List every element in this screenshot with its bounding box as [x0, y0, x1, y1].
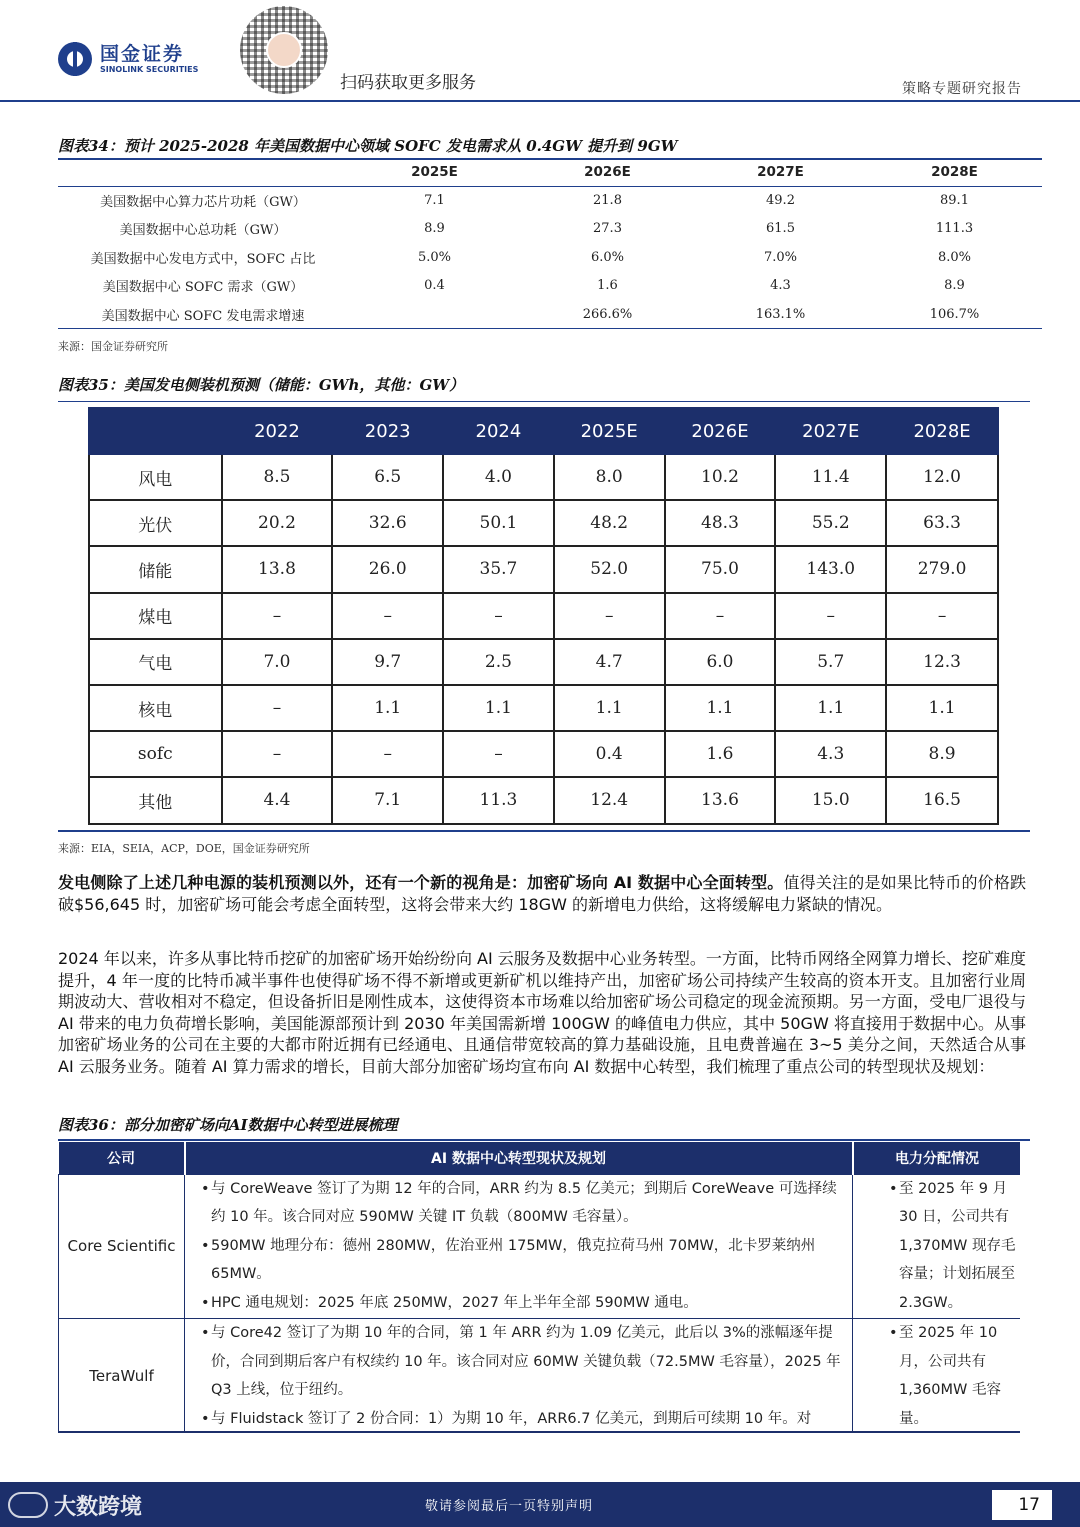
column-header: AI 数据中心转型现状及规划: [185, 1142, 853, 1174]
fig36-table-clip: [58, 1142, 1020, 1432]
column-header: 2026E: [584, 163, 631, 180]
table-cell: 52.0: [554, 546, 665, 592]
table-cell: 0.4: [554, 731, 665, 777]
table-cell: 32.6: [332, 500, 443, 546]
table-cell: 20.2: [222, 500, 333, 546]
table-row: [58, 215, 1042, 244]
table-cell: 11.3: [443, 777, 554, 823]
table-cell: 49.2: [766, 193, 795, 208]
table-cell: 4.7: [554, 639, 665, 685]
table-cell: 7.0%: [763, 249, 798, 265]
table-row: [89, 777, 998, 823]
page-number: 17: [992, 1490, 1052, 1520]
column-header: 电力分配情况: [853, 1142, 1021, 1174]
table-cell: 9.7: [332, 639, 443, 685]
fig35-source: 来源：EIA，SEIA，ACP，DOE，国金证券研究所: [58, 842, 310, 855]
power-cell: [853, 1174, 1021, 1318]
column-header: 公司: [59, 1142, 185, 1174]
table-cell: 55.2: [775, 500, 886, 546]
table-cell: 279.0: [886, 546, 998, 592]
table-cell: 1.6: [665, 731, 776, 777]
column-header: 2027E: [757, 163, 804, 180]
table-row: [89, 454, 998, 500]
table-header-row: [89, 408, 998, 454]
paragraph-1-body: 值得关注的是如果比特币的价格跌破$56,645 时，加密矿场可能会考虑全面转型，这将会带来大约 18GW 的新增电力供给，这将缓解电力紧缺的情况。: [58, 873, 1026, 914]
table-cell: –: [554, 593, 665, 639]
table-cell: 8.0: [554, 454, 665, 500]
table-cell: 1.1: [886, 685, 998, 731]
power-bullet: • 至 2025 年 10 月，公司共有 1,360MW 毛容量。: [877, 1319, 1016, 1432]
table-row: [89, 731, 998, 777]
table-row: [58, 272, 1042, 301]
table-cell: –: [775, 593, 886, 639]
table-cell: 7.1: [424, 193, 445, 208]
logo-en: SINOLINK SECURITIES: [100, 65, 199, 74]
table-cell: 50.1: [443, 500, 554, 546]
column-header: 2024: [443, 408, 554, 454]
table-cell: 4.4: [222, 777, 333, 823]
table-cell: 4.0: [443, 454, 554, 500]
table-cell: 11.4: [775, 454, 886, 500]
plan-bullet: • 与 CoreWeave 签订了为期 12 年的合同，ARR 约为 8.5 亿美元；到期后 CoreWeave 可选择续约 10 年。该合同对应 590MW 关键 IT 负载（800MW 毛容量）。: [189, 1175, 848, 1232]
table-cell: –: [332, 593, 443, 639]
company-name: Core Scientific: [59, 1174, 185, 1318]
column-header: 2025E: [554, 408, 665, 454]
table-cell: [348, 300, 521, 329]
row-label: 气电: [89, 639, 222, 685]
column-header: [89, 408, 222, 454]
table-cell: 106.7%: [929, 306, 980, 322]
watermark-text: 大数跨境: [54, 1495, 143, 1520]
table-cell: 6.0%: [590, 249, 625, 265]
company-name: TeraWulf: [59, 1318, 185, 1432]
table-cell: 6.0: [665, 639, 776, 685]
row-label: 美国数据中心 SOFC 发电需求增速: [101, 308, 305, 324]
table-cell: 35.7: [443, 546, 554, 592]
table-cell: 26.0: [332, 546, 443, 592]
plan-bullet: • HPC 通电规划：2025 年底 250MW，2027 年上半年全部 590MW 通电。: [189, 1289, 848, 1318]
row-label: 美国数据中心发电方式中，SOFC 占比: [90, 251, 316, 267]
fig35-table: [88, 407, 999, 825]
table-cell: 12.4: [554, 777, 665, 823]
table-cell: 163.1%: [755, 306, 806, 322]
table-row: [59, 1174, 1021, 1318]
table-cell: 10.2: [665, 454, 776, 500]
table-cell: 1.1: [775, 685, 886, 731]
fig34-title: 图表34：预计 2025-2028 年美国数据中心领域 SOFC 发电需求从 0.4GW 提升到 9GW: [58, 137, 678, 155]
table-cell: 75.0: [665, 546, 776, 592]
table-row: [89, 546, 998, 592]
fig34-source: 来源：国金证券研究所: [58, 340, 168, 353]
table-cell: 13.8: [222, 546, 333, 592]
power-cell: [853, 1318, 1021, 1432]
fig36-bottom-rule: [58, 1431, 1020, 1433]
table-row: [58, 300, 1042, 329]
row-label: 美国数据中心总功耗（GW）: [119, 223, 287, 239]
table-cell: 4.3: [770, 278, 791, 294]
paragraph-1: [58, 872, 1026, 915]
header-divider: [0, 100, 1080, 102]
fig35-top-rule: [58, 401, 1030, 402]
table-cell: 27.3: [593, 221, 622, 237]
table-cell: 12.3: [886, 639, 998, 685]
table-cell: 266.6%: [582, 306, 633, 322]
paragraph-2: 2024 年以来，许多从事比特币挖矿的加密矿场开始纷纷向 AI 云服务及数据中心业务转型。一方面，比特币网络全网算力增长、挖矿难度提升，4 年一度的比特币减半事件也使得矿场不得不新增或更新矿机以维持产出，加密矿场公司持续产生较高的资本开支。且加密行业周期波动大、营收相对不稳定，但设备折旧是刚性成本，这使得资本市场难以给加密矿场公司稳定的现金流预期。另一方面，受电厂退役与 AI 带来的电力负荷增长影响，美国能源部预计到 2030 年美国需新增 100GW 的峰值电力供应，其中 50GW 将直接用于数据中心。从事加密矿场业务的公司在主要的大都市附近拥有已经通电、且通信带宽较高的算力基础设施，且电费普遍在 3~5 美分之间，天然适合从事 AI 云服务业务。随着 AI 算力需求的增长，目前大部分加密矿场均宣布向 AI 数据中心转型，我们梳理了重点公司的转型现状及规划：: [58, 949, 1026, 1076]
table-cell: –: [222, 685, 333, 731]
table-cell: 63.3: [886, 500, 998, 546]
table-cell: 143.0: [775, 546, 886, 592]
table-cell: –: [332, 731, 443, 777]
table-row: [89, 685, 998, 731]
plan-cell: [185, 1174, 853, 1318]
table-cell: 4.3: [775, 731, 886, 777]
table-cell: 1.1: [554, 685, 665, 731]
page-header: [0, 0, 1080, 102]
table-cell: 12.0: [886, 454, 998, 500]
table-cell: 0.4: [424, 278, 445, 294]
disclaimer-note: 敬请参阅最后一页特别声明: [425, 1499, 594, 1514]
column-header: 2027E: [775, 408, 886, 454]
fig35-bottom-rule: [58, 830, 1030, 832]
report-type: 策略专题研究报告: [902, 81, 1022, 97]
column-header: 2025E: [411, 163, 458, 180]
table-row: [89, 500, 998, 546]
column-header: 2026E: [665, 408, 776, 454]
table-cell: 7.1: [332, 777, 443, 823]
power-bullet: • 至 2025 年 9 月 30 日，公司共有 1,370MW 现存毛容量；计划拓展至 2.3GW。: [877, 1175, 1016, 1318]
table-cell: 6.5: [332, 454, 443, 500]
sinolink-logo: [58, 42, 198, 76]
fig35-title: 图表35：美国发电侧装机预测（储能：GWh，其他：GW）: [58, 376, 465, 394]
table-cell: 16.5: [886, 777, 998, 823]
table-cell: 48.2: [554, 500, 665, 546]
column-header: 2023: [332, 408, 443, 454]
column-header: 2028E: [886, 408, 998, 454]
table-cell: 21.8: [593, 193, 622, 208]
row-label: 美国数据中心 SOFC 需求（GW）: [102, 280, 304, 296]
table-row: [89, 593, 998, 639]
plan-bullet: • 590MW 地理分布：德州 280MW，佐治亚州 175MW，俄克拉荷马州 70MW，北卡罗莱纳州 65MW。: [189, 1232, 848, 1289]
row-label: 美国数据中心算力芯片功耗（GW）: [100, 195, 306, 210]
column-header: 2022: [222, 408, 333, 454]
row-label: sofc: [89, 731, 222, 777]
fig36-title: 图表36：部分加密矿场向AI数据中心转型进展梳理: [58, 1116, 398, 1134]
table-cell: 1.1: [443, 685, 554, 731]
plan-bullet: • 与 Fluidstack 签订了 2 份合同：1）为期 10 年，ARR6.7 亿美元，到期后可续期 10 年。对: [189, 1405, 848, 1433]
table-cell: 5.7: [775, 639, 886, 685]
table-cell: 1.1: [665, 685, 776, 731]
column-header: 2028E: [931, 163, 978, 180]
row-label: 其他: [89, 777, 222, 823]
plan-bullet: • 与 Core42 签订了为期 10 年的合同，第 1 年 ARR 约为 1.09 亿美元，此后以 3%的涨幅逐年提价，合同到期后客户有权续约 10 年。该合同对应 60MW 关键负载（72.5MW 毛容量），2025 年 Q3 上线，位于纽约。: [189, 1319, 848, 1405]
table-cell: 8.9: [424, 221, 445, 237]
watermark-logo-icon: [8, 1492, 48, 1518]
table-cell: 7.0: [222, 639, 333, 685]
table-cell: –: [443, 593, 554, 639]
table-cell: 8.9: [886, 731, 998, 777]
table-cell: 8.0%: [937, 249, 972, 265]
column-header: [58, 158, 348, 186]
table-cell: –: [222, 731, 333, 777]
row-label: 风电: [89, 454, 222, 500]
table-cell: 111.3: [935, 221, 974, 237]
fig36-table: [58, 1142, 1020, 1432]
table-cell: 89.1: [940, 193, 969, 208]
table-cell: –: [222, 593, 333, 639]
table-cell: 2.5: [443, 639, 554, 685]
table-cell: 13.6: [665, 777, 776, 823]
qr-caption: 扫码获取更多服务: [340, 73, 476, 93]
plan-cell: [185, 1318, 853, 1432]
table-cell: 61.5: [766, 221, 795, 237]
row-label: 核电: [89, 685, 222, 731]
table-cell: –: [443, 731, 554, 777]
table-cell: –: [886, 593, 998, 639]
table-cell: 8.9: [944, 278, 965, 294]
row-label: 煤电: [89, 593, 222, 639]
paragraph-1-lead: 发电侧除了上述几种电源的装机预测以外，还有一个新的视角是：加密矿场向 AI 数据中心全面转型。: [58, 873, 784, 892]
table-row: [89, 639, 998, 685]
table-cell: 1.6: [597, 278, 618, 294]
table-row: [59, 1318, 1021, 1432]
table-header-row: [59, 1142, 1021, 1174]
table-cell: 5.0%: [417, 249, 452, 265]
table-cell: 8.5: [222, 454, 333, 500]
fig34-table: [58, 158, 1042, 329]
row-label: 储能: [89, 546, 222, 592]
table-cell: 1.1: [332, 685, 443, 731]
logo-mark-icon: [58, 42, 92, 76]
row-label: 光伏: [89, 500, 222, 546]
table-header-row: [58, 158, 1042, 186]
table-row: [58, 243, 1042, 272]
logo-cn: 国金证券: [100, 43, 185, 65]
table-row: [58, 186, 1042, 215]
table-cell: –: [665, 593, 776, 639]
fig36-top-rule: [58, 1139, 1030, 1141]
table-cell: 15.0: [775, 777, 886, 823]
table-cell: 48.3: [665, 500, 776, 546]
qr-center-logo-icon: [266, 32, 302, 68]
